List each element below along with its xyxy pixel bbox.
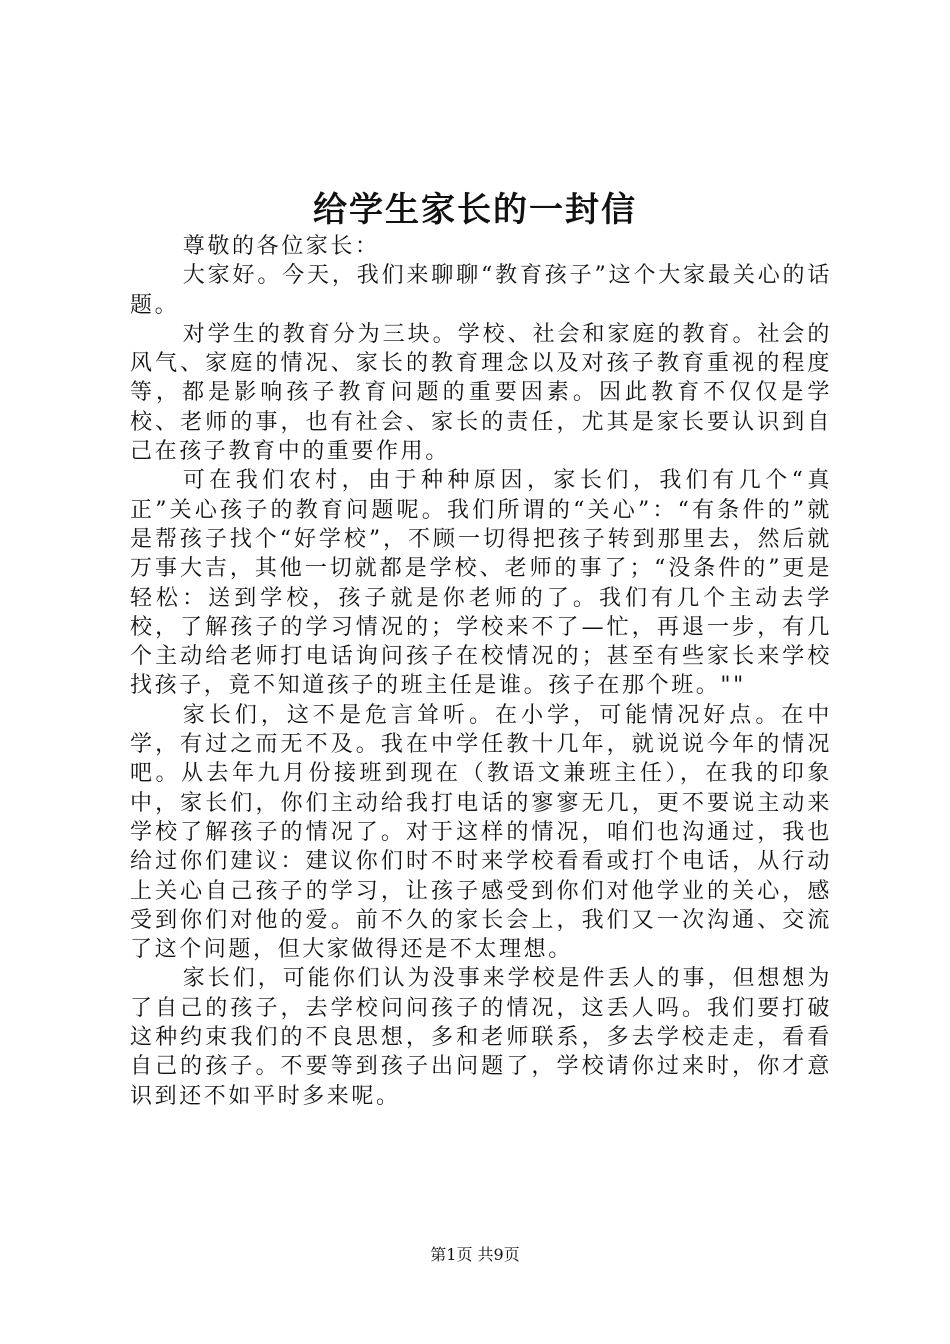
paragraph: 可在我们农村，由于种种原因，家长们，我们有几个“真正”关心孩子的教育问题呢。我们所谓的“关心”：“有条件的”就是帮孩子找个“好学校”，不顾一切得把孩子转到那里去，然后就万事大吉，其他一切就都是学校、老师的事了；“没条件的”更是轻松：送到学校，孩子就是你老师的了。我们有几个主动去学校，了解孩子的学习情况的；学校来不了—忙，再退一步，有几个主动给老师打电话询问孩子在校情况的；甚至有些家长来学校找孩子，竟不知道孩子的班主任是谁。孩子在那个班。"" — [130, 468, 832, 699]
salutation: 尊敬的各位家长： — [182, 234, 380, 259]
letter-body — [130, 232, 832, 1111]
paragraph: 对学生的教育分为三块。学校、社会和家庭的教育。社会的风气、家庭的情况、家长的教育理念以及对孩子教育重视的程度等，都是影响孩子教育问题的重要因素。因此教育不仅仅是学校、老师的事，也有社会、家长的责任，尤其是家长要认识到自己在孩子教育中的重要作用。 — [130, 321, 832, 465]
paragraph: 家长们，这不是危言耸听。在小学，可能情况好点。在中学，有过之而无不及。我在中学任教十几年，就说说今年的情况吧。从去年九月份接班到现在（教语文兼班主任），在我的印象中，家长们，你们主动给我打电话的寥寥无几，更不要说主动来学校了解孩子的情况了。对于这样的情况，咱们也沟通过，我也给过你们建议：建议你们时不时来学校看看或打个电话，从行动上关心自己孩子的学习，让孩子感受到你们对他学业的关心，感受到你们对他的爱。前不久的家长会上，我们又一次沟通、交流了这个问题，但大家做得还是不太理想。 — [130, 702, 832, 963]
document-title: 给学生家长的一封信 — [313, 190, 637, 230]
paragraph: 大家好。今天，我们来聊聊“教育孩子”这个大家最关心的话题。 — [130, 263, 832, 318]
page-number-footer: 第1页 共9页 — [430, 1245, 520, 1264]
paragraph: 家长们，可能你们认为没事来学校是件丢人的事，但想想为了自己的孩子，去学校问问孩子的情况，这丢人吗。我们要打破这种约束我们的不良思想，多和老师联系，多去学校走走，看看自己的孩子。不要等到孩子出问题了，学校请你过来时，你才意识到还不如平时多来呢。 — [130, 966, 832, 1109]
